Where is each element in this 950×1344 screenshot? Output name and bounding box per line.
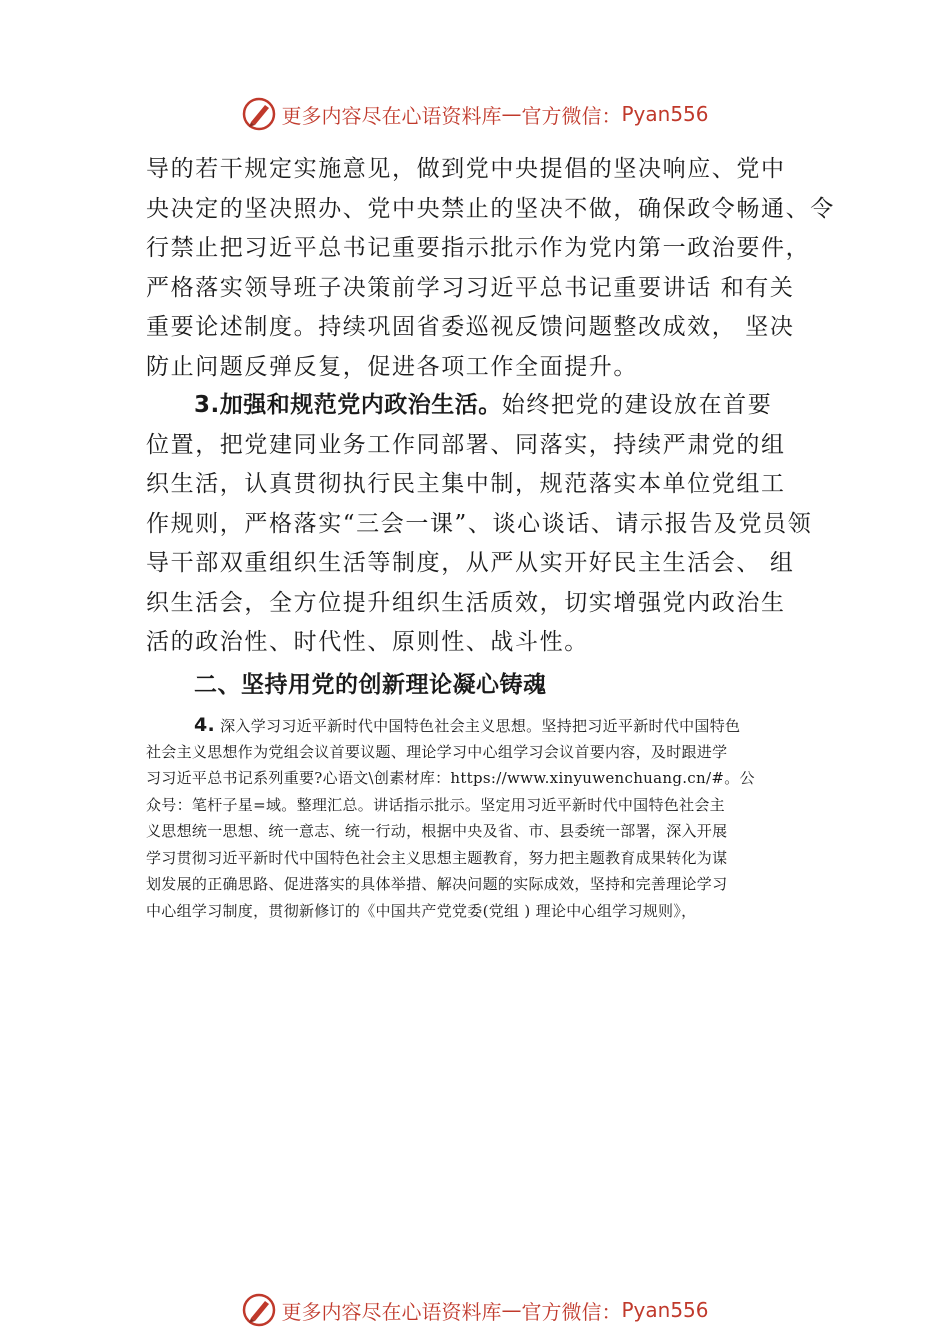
- watermark-wechat-label: 官方微信：: [521, 1299, 622, 1324]
- watermark-brand: 更多内容尽在心语资料库: [281, 1299, 502, 1324]
- text-run: 始终把党的建设放在首要: [501, 392, 773, 418]
- paragraph-3: [146, 712, 836, 924]
- watermark-separator: —: [501, 1298, 522, 1322]
- text-line: 社会主义思想作为党组会议首要议题、理论学习中心组学习会议首要内容，及时跟进学: [146, 742, 728, 761]
- text-line: 位置，把党建同业务工作同部署、同落实，持续严肃党的组: [146, 431, 786, 458]
- section-heading: 二、坚持用党的创新理论凝心铸魂: [194, 672, 547, 698]
- text-line: 央决定的坚决照办、党中央禁止的坚决不做，确保政令畅通、令: [146, 195, 835, 222]
- text-line: 防止问题反弹反复，促进各项工作全面提升。: [146, 353, 638, 380]
- text-line: [146, 386, 846, 426]
- text-run: 深入学习习近平新时代中国特色社会主义思想。坚持把习近平新时代中国特色: [215, 717, 741, 735]
- text-line: 严格落实领导班子决策前学习习近平总书记重要讲话 和有关: [146, 274, 795, 301]
- text-line: 习习近平总书记系列重要?心语文\创素材库：https://www.xinyuwenchuang.cn/#。公: [146, 769, 755, 787]
- watermark-separator: —: [501, 102, 522, 126]
- text-line: 行禁止把习近平总书记重要指示批示作为党内第一政治要件，: [146, 235, 811, 261]
- text-line: 织生活，认真贯彻执行民主集中制，规范落实本单位党组工: [146, 471, 786, 497]
- watermark-brand: 更多内容尽在心语资料库: [281, 103, 502, 128]
- text-line: 作规则，严格落实“三会一课”、谈心谈话、请示报告及党员领: [146, 510, 813, 537]
- watermark-wechat-label: 官方微信：: [521, 103, 622, 128]
- watermark-header: [0, 94, 950, 134]
- text-line: 义思想统一思想、统一意志、统一行动，根据中央及省、市、县委统一部署，深入开展: [146, 822, 728, 840]
- pen-logo-icon: [241, 96, 277, 132]
- subsection-heading: 3.加强和规范党内政治生活。: [194, 392, 502, 418]
- text-line: 学习贯彻习近平新时代中国特色社会主义思想主题教育，努力把主题教育成果转化为谋: [146, 848, 728, 867]
- watermark-footer: [0, 1290, 950, 1330]
- text-line: 导的若干规定实施意见，做到党中央提倡的坚决响应、党中: [146, 156, 786, 182]
- watermark-wechat-id: Pyan556: [621, 1298, 709, 1322]
- text-line: 活的政治性、时代性、原则性、战斗性。: [146, 629, 589, 655]
- paragraph-2: [146, 386, 846, 663]
- text-line: [146, 712, 836, 739]
- watermark-wechat-id: Pyan556: [621, 102, 709, 126]
- text-line: 众号：笔杆子星=域。整理汇总。讲话指示批示。坚定用习近平新时代中国特色社会主: [146, 795, 725, 814]
- paragraph-1: [146, 150, 846, 387]
- pen-logo-icon: [241, 1292, 277, 1328]
- text-line: 中心组学习制度，贯彻新修订的《中国共产党党委(党组 ) 理论中心组学习规则》，: [146, 901, 697, 920]
- text-line: 重要论述制度。持续巩固省委巡视反馈问题整改成效， 坚决: [146, 314, 795, 340]
- text-line: 导干部双重组织生活等制度，从严从实开好民主生活会、 组: [146, 550, 795, 576]
- text-line: 划发展的正确思路、促进落实的具体举措、解决问题的实际成效，坚持和完善理论学习: [146, 875, 728, 893]
- item-number: 4.: [194, 714, 216, 736]
- text-line: 织生活会，全方位提升组织生活质效，切实增强党内政治生: [146, 589, 786, 616]
